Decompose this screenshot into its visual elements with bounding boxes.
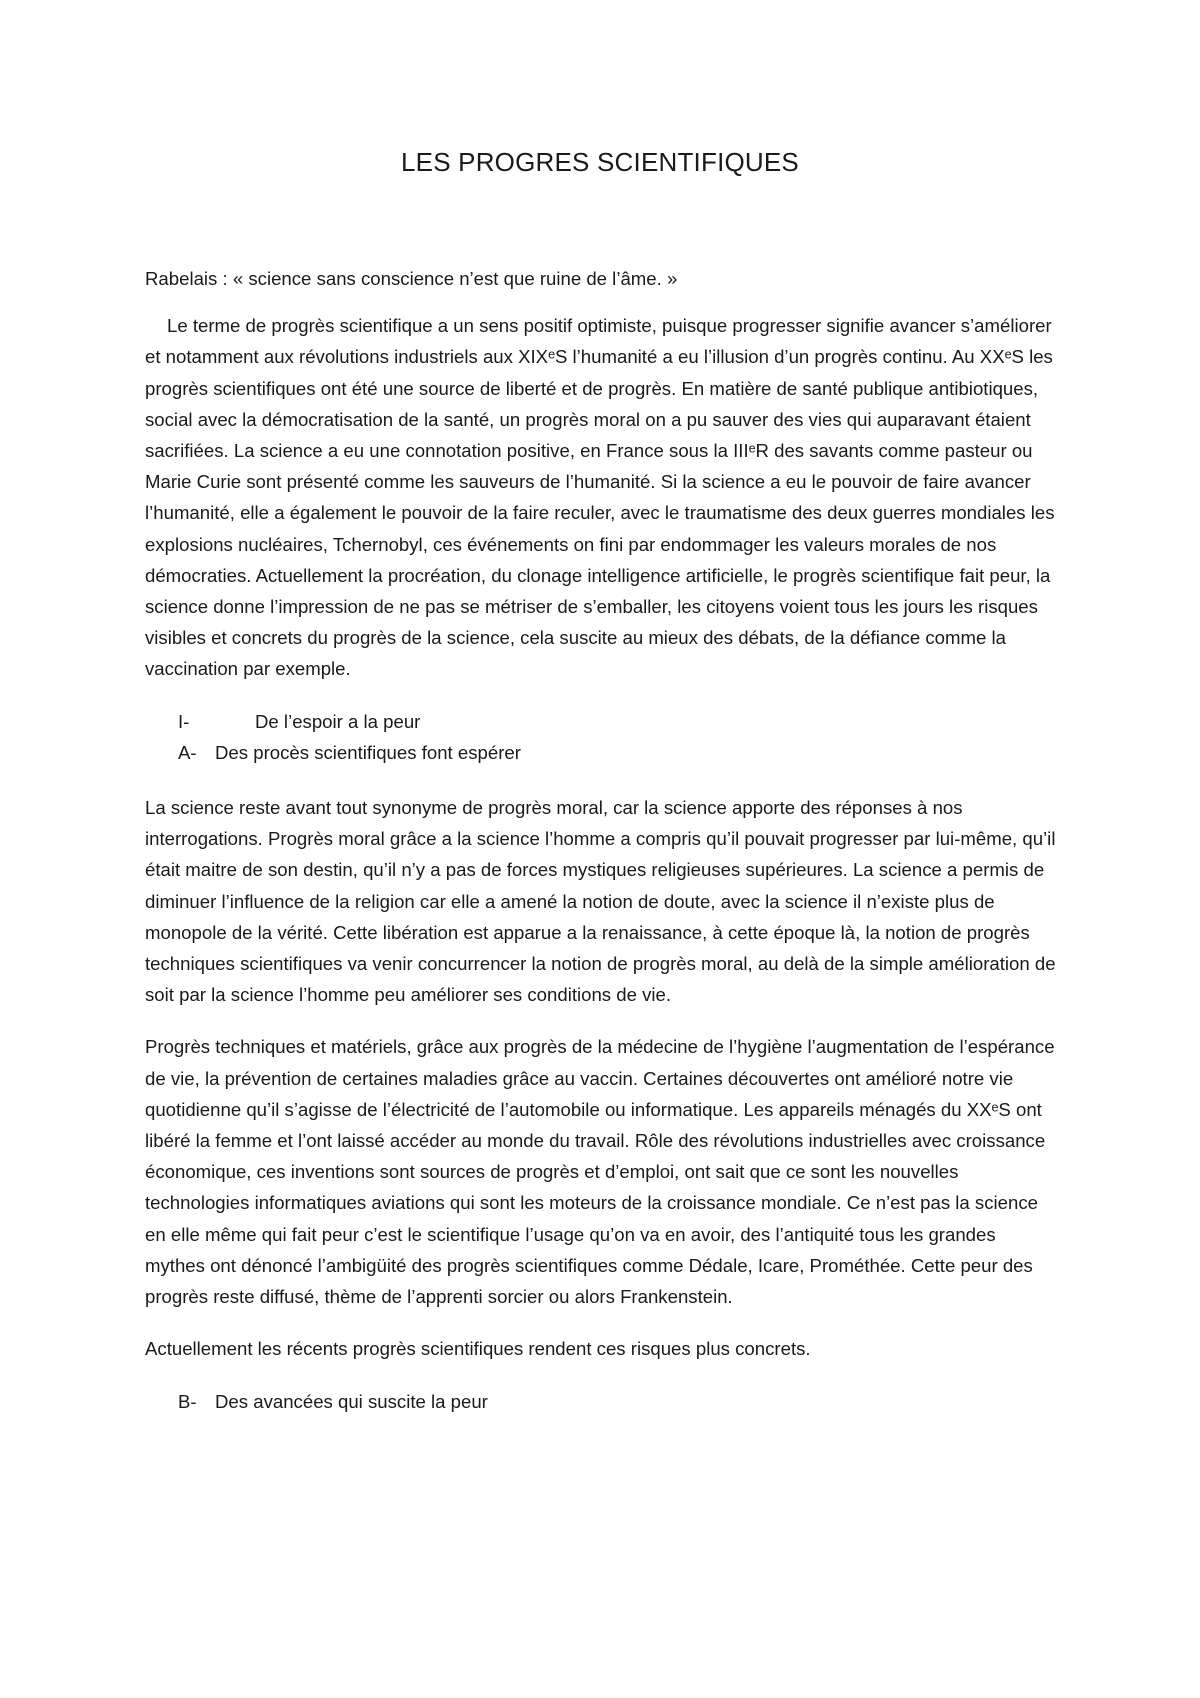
page-title: LES PROGRES SCIENTIFIQUES — [401, 147, 799, 177]
body-paragraph-2: Progrès techniques et matériels, grâce aux progrès de la médecine de l’hygiène l’augmentation de l’espérance de vie, la prévention de certaines maladies grâce au vaccin. Certaines découvertes ont amélioré notre vie quotidienne qu’il s’agisse de l’électricité de l’automobile ou informatique. Les appareils ménagés du XXᵉS ont libéré la femme et l’ont laissé accéder au monde du travail. Rôle des révolutions industrielles avec croissance économique, ces inventions sont sources de progrès et d’emploi, ont sait que ce sont les nouvelles technologies informatiques aviations qui sont les moteurs de la croissance mondiale. Ce n’est pas la science en elle même qui fait peur c’est le scientifique l’usage qu’on va en avoir, des l’antiquité tous les grandes mythes ont dénoncé l’ambigüité des progrès scientifiques comme Dédale, Icare, Prométhée. Cette peur des progrès reste diffusé, thème de l’apprenti sorcier ou alors Frankenstein. — [145, 1036, 1055, 1308]
subsection-number: B- — [178, 1390, 197, 1412]
subsection-title: Des avancées qui suscite la peur — [215, 1390, 488, 1412]
section-title: De l’espoir a la peur — [255, 710, 421, 732]
section-heading-1 — [145, 706, 1058, 737]
epigraph-quote: Rabelais : « science sans conscience n’est que ruine de l’âme. » — [145, 268, 678, 289]
subsection-number: A- — [178, 741, 197, 763]
section-heading-group — [145, 706, 1058, 768]
subsection-heading-a — [145, 737, 1058, 768]
body-paragraph-3: Actuellement les récents progrès scientifiques rendent ces risques plus concrets. — [145, 1338, 811, 1360]
subsection-title: Des procès scientifiques font espérer — [215, 741, 521, 763]
subsection-heading-b — [145, 1386, 1058, 1417]
body-paragraph-1: La science reste avant tout synonyme de progrès moral, car la science apporte des réponses à nos interrogations. Progrès moral grâce a la science l’homme a compris qu’il pouvait progresser par lui-même, qu’il était maitre de son destin, qu’il n’y a pas de forces mystiques religieuses supérieures. La science a permis de diminuer l’influence de la religion car elle a amené la notion de doute, avec la science il n’existe plus de monopole de la vérité. Cette libération est apparue a la renaissance, à cette époque là, la notion de progrès techniques scientifiques va venir concurrencer la notion de progrès moral, au delà de la simple amélioration de soit par la science l’homme peu améliorer ses conditions de vie. — [145, 797, 1056, 1006]
document-body — [145, 263, 1058, 1417]
section-number: I- — [178, 710, 190, 732]
intro-paragraph: Le terme de progrès scientifique a un sens positif optimiste, puisque progresser signifie avancer s’améliorer et notamment aux révolutions industriels aux XIXᵉS l’humanité a eu l’illusion d’un progrès continu. Au XXᵉS les progrès scientifiques ont été une source de liberté et de progrès. En matière de santé publique antibiotiques, social avec la démocratisation de la santé, un progrès moral on a pu sauver des vies qui auparavant étaient sacrifiées. La science a eu une connotation positive, en France sous la IIIᵉR des savants comme pasteur ou Marie Curie sont présenté comme les sauveurs de l’humanité. Si la science a eu le pouvoir de faire avancer l’humanité, elle a également le pouvoir de la faire reculer, avec le traumatisme des deux guerres mondiales les explosions nucléaires, Tchernobyl, ces événements on fini par endommager les valeurs morales de nos démocraties. Actuellement la procréation, du clonage intelligence artificielle, le progrès scientifique fait peur, la science donne l’impression de ne pas se métriser de s’emballer, les citoyens voient tous les jours les risques visibles et concrets du progrès de la science, cela suscite au mieux des débats, de la défiance comme la vaccination par exemple. — [145, 315, 1055, 680]
